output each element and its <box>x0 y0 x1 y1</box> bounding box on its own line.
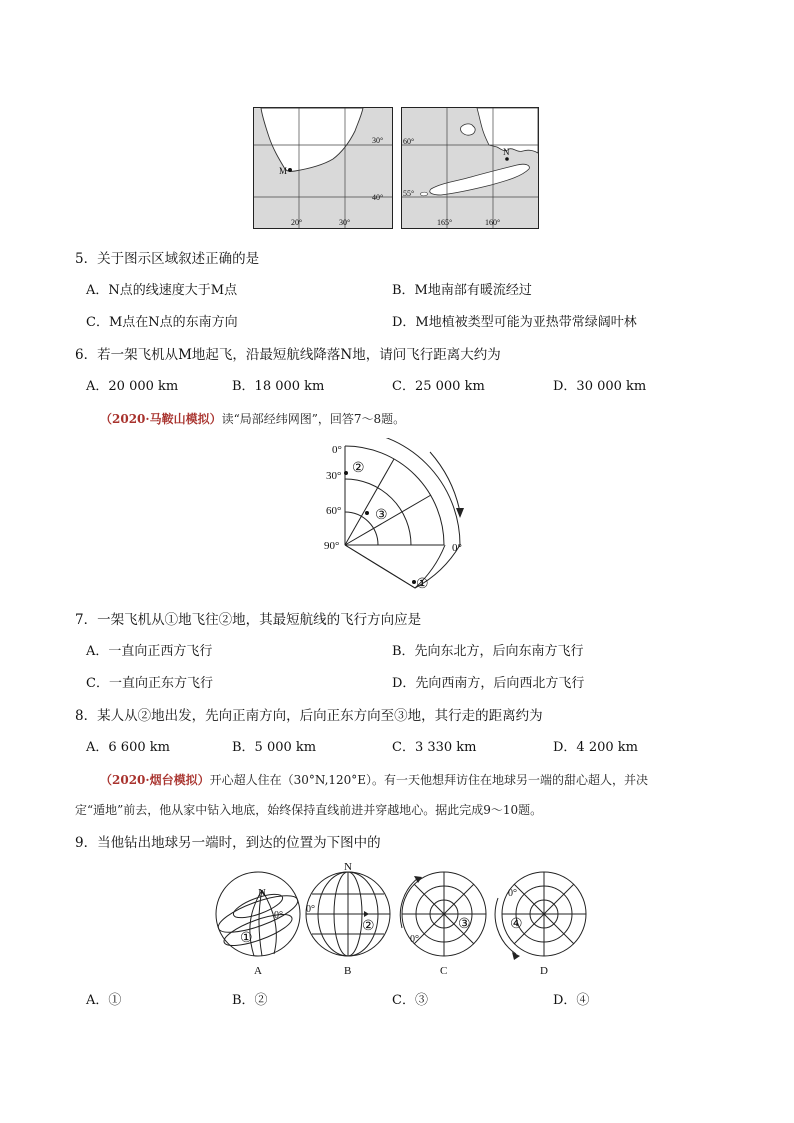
globe-c-zero: 0° <box>410 934 419 945</box>
island-north <box>461 124 476 135</box>
sector-lat-90: 90° <box>324 540 340 552</box>
sector-lat-30: 30° <box>326 470 342 482</box>
q6-stem: 6．若一架飞机从M地起飞，沿最短航线降落N地，请问飞行距离大约为 <box>75 347 501 363</box>
q6-option-d[interactable]: D．30 000 km <box>553 379 647 394</box>
map-left <box>253 107 393 229</box>
q7-option-b[interactable]: B．先向东北方，后向东南方飞行 <box>392 644 584 659</box>
globe-label-a: A <box>254 965 262 977</box>
globe-d-zero: 0° <box>508 888 517 899</box>
q7-option-d[interactable]: D．先向西南方，后向西北方飞行 <box>392 676 585 691</box>
globe-label-d: D <box>540 965 548 977</box>
q6-option-a[interactable]: A．20 000 km <box>86 379 179 394</box>
q6-option-b[interactable]: B．18 000 km <box>232 379 325 394</box>
globe-c <box>398 868 490 980</box>
sector-lat-0: 0° <box>332 444 342 456</box>
q8-option-a[interactable]: A．6 600 km <box>86 740 170 755</box>
sector-point-2: ② <box>352 461 365 476</box>
globe-b-point: ② <box>362 919 375 934</box>
q9-option-a[interactable]: A．① <box>86 993 122 1008</box>
point-m-label: M <box>279 166 288 176</box>
globe-a-point: ① <box>240 931 253 946</box>
globe-label-b: B <box>344 965 352 977</box>
q7-option-c[interactable]: C．一直向正东方飞行 <box>86 676 213 691</box>
q7-stem: 7．一架飞机从①地飞往②地，其最短航线的飞行方向应是 <box>75 612 422 628</box>
q5-stem: 5．关于图示区域叙述正确的是 <box>75 251 260 267</box>
globe-c-point: ③ <box>458 917 471 932</box>
globe-a-zero: 0° <box>274 910 283 921</box>
globe-d-point: ④ <box>510 917 523 932</box>
point-n-label: N <box>503 147 510 157</box>
q9-option-b[interactable]: B．② <box>232 993 268 1008</box>
intro-7-8-text: 读“局部经纬网图”，回答7～8题。 <box>221 412 406 426</box>
lon-label-165: 165° <box>437 218 453 227</box>
intro-7-8 <box>100 410 405 428</box>
q5-option-a[interactable]: A．N点的线速度大于M点 <box>86 283 238 298</box>
q5-option-b[interactable]: B．M地南部有暖流经过 <box>392 283 532 298</box>
sector-point-3: ③ <box>375 508 388 523</box>
sector-lon-0: 0° <box>452 542 462 554</box>
q7-option-a[interactable]: A．一直向正西方飞行 <box>86 644 213 659</box>
q9-option-c[interactable]: C．③ <box>392 993 428 1008</box>
island-small <box>420 192 427 196</box>
q8-option-b[interactable]: B．5 000 km <box>232 740 317 755</box>
globe-a <box>214 870 304 980</box>
lat-label-40: 40° <box>372 193 384 202</box>
q6-option-c[interactable]: C．25 000 km <box>392 379 485 394</box>
lat-label-30: 30° <box>372 136 384 145</box>
lat-label-60: 60° <box>403 137 415 146</box>
q8-option-d[interactable]: D．4 200 km <box>553 740 638 755</box>
map-right <box>401 107 539 229</box>
lon-label-30: 30° <box>339 218 351 227</box>
intro-9-10-text1: 开心超人住在（30°N,120°E）。有一天他想拜访住在地球另一端的甜心超人，并决 <box>209 773 649 787</box>
sector-point-1: ① <box>416 577 429 592</box>
intro-9-10-line1 <box>100 771 648 789</box>
q8-option-c[interactable]: C．3 330 km <box>392 740 477 755</box>
globe-b-n: N <box>344 862 352 873</box>
intro-9-10-source: （2020·烟台模拟） <box>100 773 210 787</box>
sector-diagram <box>318 438 478 598</box>
globe-b-zero: 0° <box>306 904 315 915</box>
globe-a-n: N <box>258 887 266 899</box>
lat-label-55: 55° <box>403 189 415 198</box>
intro-7-8-source: （2020·马鞍山模拟） <box>100 412 222 426</box>
q5-option-d[interactable]: D．M地植被类型可能为亚热带常绿阔叶林 <box>392 315 637 330</box>
q9-stem: 9．当他钻出地球另一端时，到达的位置为下图中的 <box>75 835 381 851</box>
globe-label-c: C <box>440 965 448 977</box>
q5-option-c[interactable]: C．M点在N点的东南方向 <box>86 315 238 330</box>
lon-label-20: 20° <box>291 218 303 227</box>
q8-stem: 8．某人从②地出发，先向正南方向，后向正东方向至③地，其行走的距离约为 <box>75 708 543 724</box>
globe-b <box>304 862 394 980</box>
q9-option-d[interactable]: D．④ <box>553 993 590 1008</box>
intro-9-10-line2: 定“遁地”前去，他从家中钻入地底，始终保持直线前进并穿越地心。据此完成9～10题。 <box>75 803 543 817</box>
sector-lat-60: 60° <box>326 505 342 517</box>
globe-d <box>494 868 590 980</box>
lon-label-160: 160° <box>485 218 501 227</box>
